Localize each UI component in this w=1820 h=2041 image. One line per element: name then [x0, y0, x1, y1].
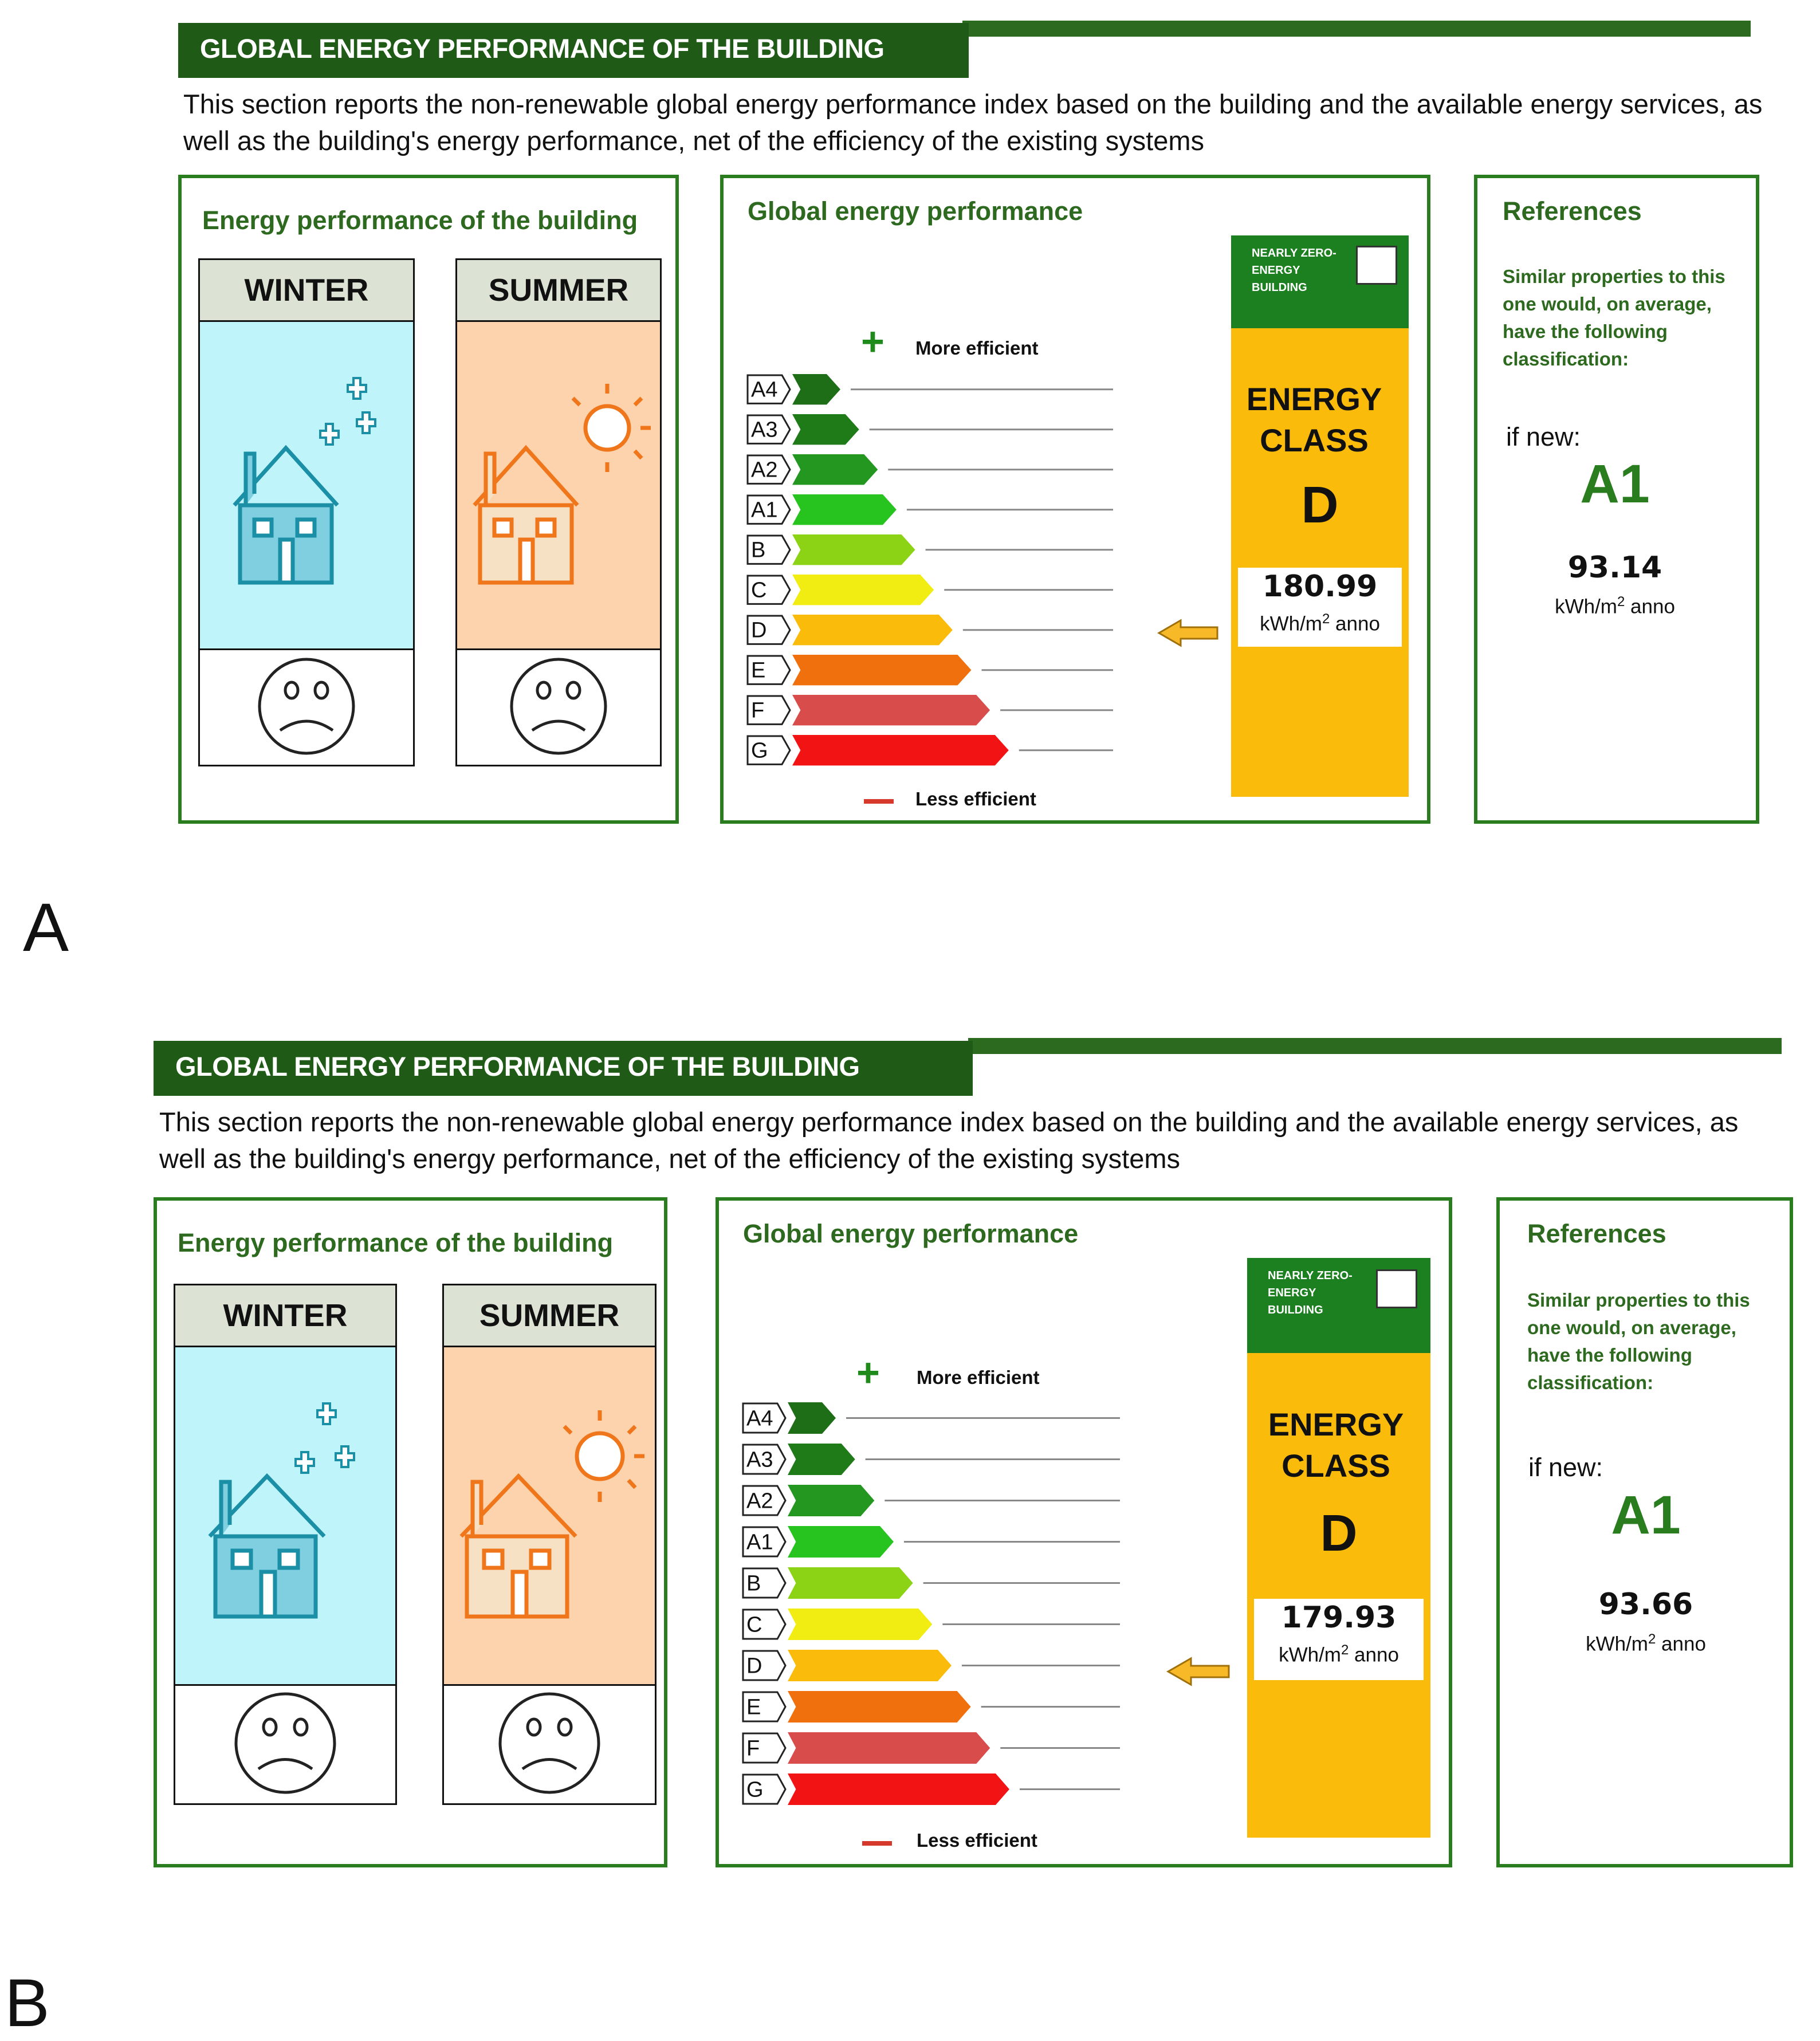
plus-icon: +: [861, 319, 885, 364]
class-bar-g: [788, 1773, 1009, 1805]
class-bar-a4: [788, 1402, 836, 1434]
winter-label: WINTER: [200, 260, 413, 322]
class-tag-label: A2: [751, 458, 778, 482]
hot-house-icon: [457, 322, 660, 650]
class-tag-label: G: [746, 1777, 764, 1802]
nzeb-label: NEARLY ZERO-ENERGY BUILDING: [1268, 1269, 1353, 1316]
class-bar-a3: [792, 414, 859, 445]
minus-icon: [864, 799, 894, 804]
sad-face-icon: [200, 650, 413, 765]
building-performance-box: [154, 1197, 667, 1867]
arrow-left-icon: [1166, 1656, 1232, 1687]
summer-column: [442, 1284, 657, 1805]
energy-value: 180.99: [1262, 569, 1378, 604]
plus-icon: +: [856, 1350, 880, 1395]
cold-house-icon: [175, 1347, 395, 1688]
class-tag-label: D: [751, 618, 767, 643]
class-bar-b: [792, 534, 915, 565]
reference-value: 93.66: [1598, 1587, 1693, 1622]
energy-unit: kWh/$m^2$ anno: [1279, 1642, 1399, 1666]
nzeb-panel: [1247, 1258, 1430, 1353]
class-tag-label: C: [751, 578, 767, 603]
references-box: [1474, 175, 1759, 824]
winter-house-image: [175, 1347, 395, 1688]
panel-letter: B: [5, 1965, 50, 2041]
class-bar-c: [788, 1609, 932, 1640]
class-tag-label: A3: [746, 1448, 773, 1472]
hot-house-icon: [444, 1347, 655, 1688]
less-efficient-label: Less efficient: [915, 788, 1036, 809]
class-bar-b: [788, 1567, 913, 1599]
more-efficient-label: More efficient: [915, 337, 1039, 359]
global-energy-box: [720, 175, 1430, 824]
reference-class: A1: [1611, 1485, 1681, 1546]
global-box-title: Global energy performance: [743, 1219, 1079, 1248]
panel-a: [0, 0, 1820, 1018]
class-bar-a2: [792, 454, 878, 485]
summer-house-image: [457, 322, 660, 650]
class-tag-label: A2: [746, 1489, 773, 1513]
if-new-label: if new:: [1506, 422, 1581, 451]
class-tag-label: A4: [746, 1406, 773, 1431]
summer-rating: [457, 648, 660, 765]
references-title: References: [1527, 1219, 1666, 1248]
class-bar-f: [792, 695, 990, 725]
header-bar: [178, 23, 969, 78]
references-box: [1496, 1197, 1793, 1867]
arrow-left-icon: [1157, 618, 1221, 648]
sad-face-icon: [444, 1686, 655, 1803]
panel-b: [0, 1018, 1820, 2041]
energy-class-value: D: [1320, 1505, 1358, 1562]
winter-column: [174, 1284, 397, 1805]
reference-unit: kWh/$m^2$ anno: [1555, 594, 1675, 618]
class-bar-g: [792, 735, 1009, 765]
energy-class-label: ENERGY CLASS: [1268, 1406, 1404, 1484]
class-bar-e: [792, 655, 971, 685]
class-bar-d: [788, 1650, 952, 1681]
more-efficient-label: More efficient: [917, 1367, 1040, 1388]
sad-face-icon: [457, 650, 660, 765]
class-tag-label: A4: [751, 377, 778, 402]
energy-rating-scale: [746, 373, 1113, 774]
minus-icon: [862, 1841, 892, 1846]
class-tag-label: A1: [751, 498, 778, 522]
reference-class: A1: [1580, 454, 1650, 514]
nzeb-panel: [1231, 235, 1409, 328]
energy-unit: kWh/$m^2$ anno: [1260, 611, 1380, 635]
header-accent-line: [968, 1038, 1782, 1054]
class-tag-label: B: [746, 1571, 761, 1596]
class-bar-a1: [788, 1526, 894, 1558]
nzeb-checkbox: [1356, 246, 1397, 285]
class-tag-label: D: [746, 1654, 762, 1678]
energy-value-box: [1254, 1599, 1424, 1680]
building-box-title: Energy performance of the building: [178, 1228, 614, 1257]
building-performance-box: [178, 175, 679, 824]
section-description: This section reports the non-renewable global energy performance index based on the building and the available energy services, as well as the building's energy performance, net of the efficiency of the existing systems: [183, 89, 1763, 156]
winter-column: [198, 258, 415, 766]
winter-rating: [175, 1684, 395, 1803]
sad-face-icon: [175, 1686, 395, 1803]
class-tag-label: E: [751, 658, 766, 683]
energy-class-column: [1231, 235, 1409, 797]
summer-rating: [444, 1684, 655, 1803]
references-title: References: [1503, 196, 1642, 226]
winter-rating: [200, 648, 413, 765]
class-tag-label: F: [751, 698, 765, 723]
header-title: GLOBAL ENERGY PERFORMANCE OF THE BUILDING: [175, 1051, 860, 1082]
reference-value: 93.14: [1567, 550, 1662, 585]
summer-column: [455, 258, 662, 766]
energy-value-box: [1238, 568, 1402, 647]
energy-class-value: D: [1301, 477, 1339, 534]
summer-label: SUMMER: [444, 1285, 655, 1347]
header-accent-line: [962, 21, 1751, 37]
energy-class-label: ENERGY CLASS: [1246, 381, 1382, 458]
class-bar-f: [788, 1732, 990, 1764]
energy-rating-scale: [742, 1401, 1120, 1814]
class-tag-label: B: [751, 538, 766, 563]
nzeb-label: NEARLY ZERO-ENERGY BUILDING: [1252, 247, 1336, 294]
panel-letter: A: [23, 889, 69, 966]
class-tag-label: A1: [746, 1530, 773, 1555]
class-bar-a4: [792, 374, 840, 404]
cold-house-icon: [200, 322, 413, 650]
global-box-title: Global energy performance: [748, 196, 1083, 226]
class-bar-a3: [788, 1444, 855, 1475]
class-bar-e: [788, 1691, 971, 1723]
class-tag-label: C: [746, 1613, 762, 1637]
class-bar-a2: [788, 1485, 874, 1516]
building-box-title: Energy performance of the building: [202, 206, 638, 235]
class-tag-label: A3: [751, 418, 778, 442]
summer-house-image: [444, 1347, 655, 1688]
winter-label: WINTER: [175, 1285, 395, 1347]
reference-unit: kWh/$m^2$ anno: [1586, 1631, 1706, 1655]
if-new-label: if new:: [1528, 1453, 1603, 1482]
class-bar-a1: [792, 494, 897, 525]
energy-value: 179.93: [1281, 1600, 1397, 1635]
class-bar-d: [792, 615, 953, 645]
nzeb-checkbox: [1376, 1269, 1417, 1308]
header-bar: [154, 1041, 973, 1096]
class-tag-label: G: [751, 738, 768, 763]
global-energy-box: [716, 1197, 1452, 1867]
energy-class-column: [1247, 1258, 1430, 1838]
less-efficient-label: Less efficient: [917, 1830, 1037, 1851]
references-text: Similar properties to this one would, on average, have the following classification:: [1503, 266, 1725, 369]
references-text: Similar properties to this one would, on average, have the following classification:: [1527, 1289, 1750, 1393]
section-description: This section reports the non-renewable global energy performance index based on the building and the available energy services, as well as the building's energy performance, net of the efficiency of the existing systems: [159, 1107, 1739, 1174]
winter-house-image: [200, 322, 413, 650]
header-title: GLOBAL ENERGY PERFORMANCE OF THE BUILDING: [200, 33, 885, 64]
summer-label: SUMMER: [457, 260, 660, 322]
class-tag-label: E: [746, 1695, 761, 1720]
class-bar-c: [792, 575, 934, 605]
class-tag-label: F: [746, 1736, 760, 1761]
